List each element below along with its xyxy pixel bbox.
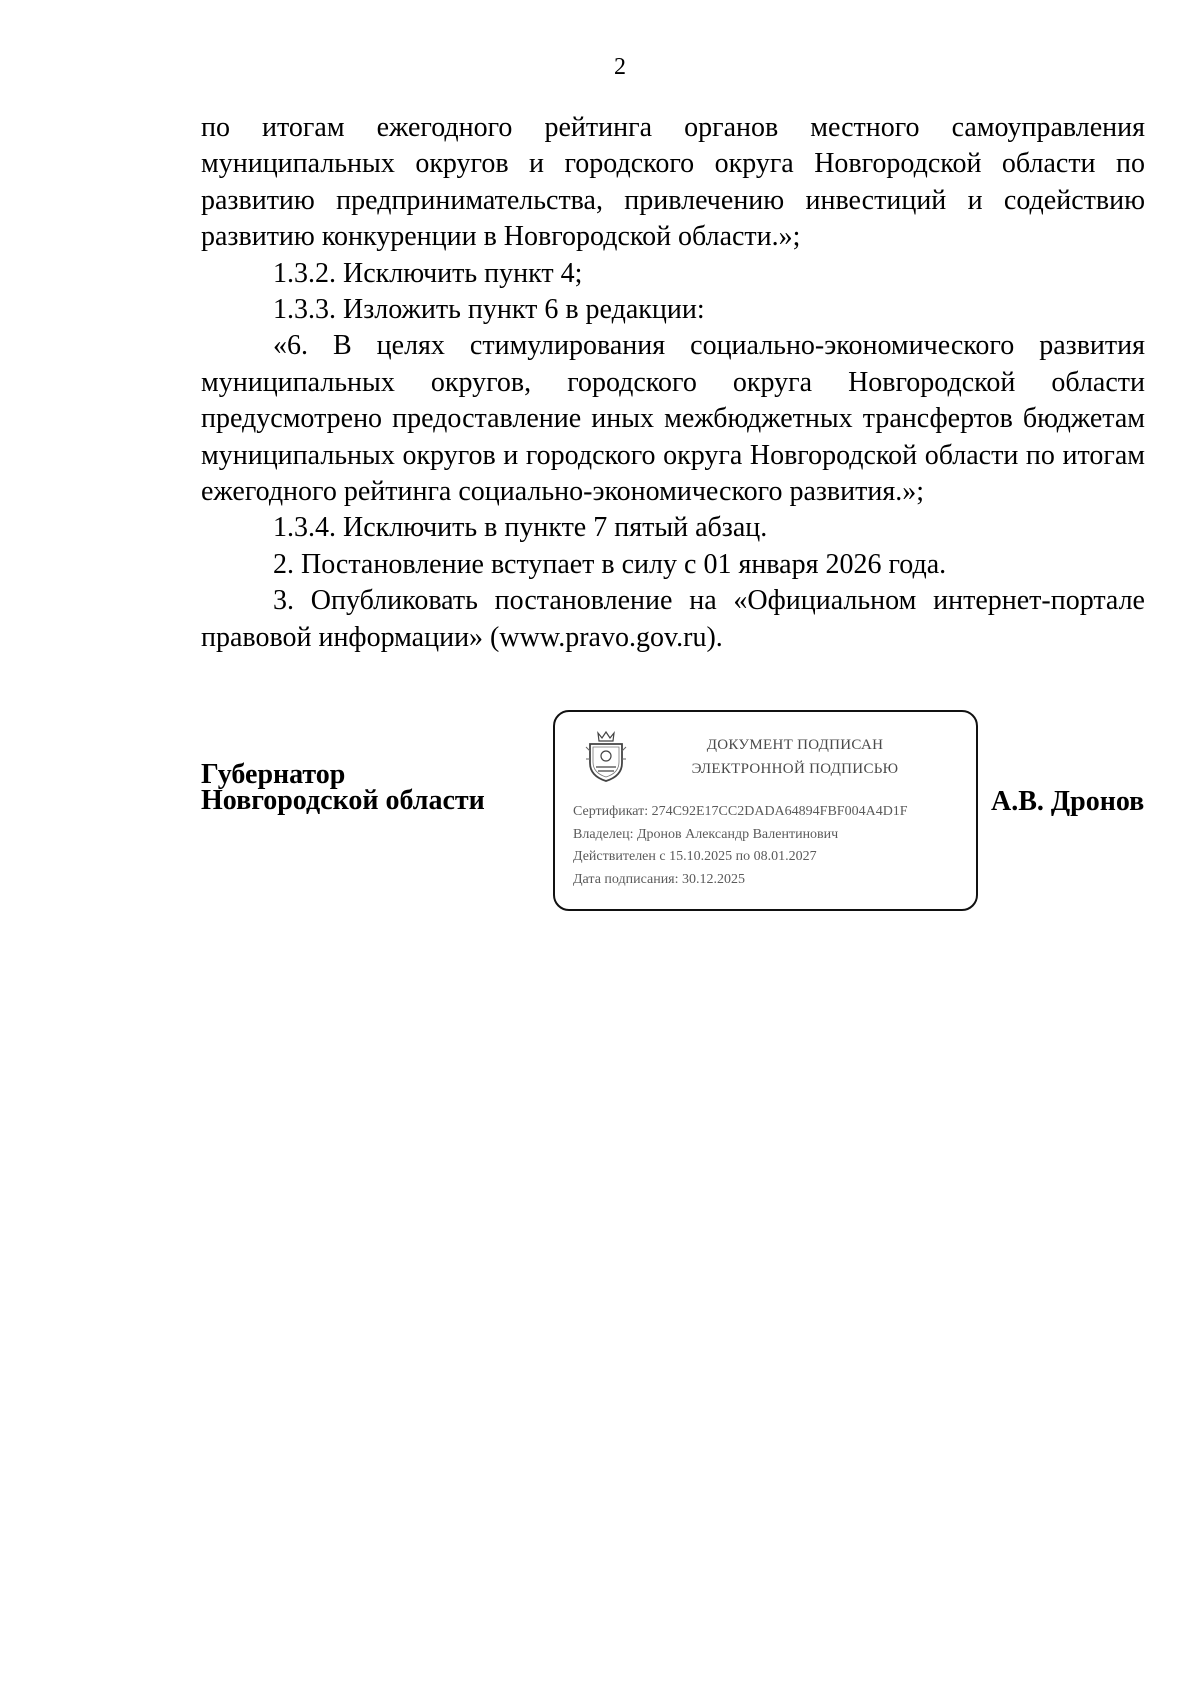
stamp-certificate: Сертификат: 274C92E17CC2DADA64894FBF004A4D1F (573, 804, 908, 819)
stamp-signed-date: Дата подписания: 30.12.2025 (573, 871, 746, 887)
coat-of-arms-icon (584, 729, 628, 783)
paragraph-item-2: 2. Постановление вступает в силу с 01 января 2026 года. (273, 548, 947, 580)
stamp-validity: Действителен с 15.10.2025 по 08.01.2027 (573, 849, 817, 864)
stamp-heading-line2: ЭЛЕКТРОННОЙ ПОДПИСЬЮ (691, 761, 899, 777)
electronic-signature-stamp (553, 710, 978, 911)
paragraph-item-1-3-2: 1.3.2. Исключить пункт 4; (273, 257, 583, 289)
signer-title-line1: Губернатор (201, 759, 346, 790)
paragraph-item-1-3-3: 1.3.3. Изложить пункт 6 в редакции: (273, 294, 705, 326)
stamp-heading-line1: ДОКУМЕНТ ПОДПИСАН (706, 737, 884, 753)
paragraph-point-6-text: «6. В целях стимулирования социально-экономического развития муниципальных округов, городского округа Новгородской области предусмотрено предоставление иных межбюджетных трансфертов бюджетам муниципальных округов и городского округа Новгородской области по итогам ежегодного рейтинга социально-экономического развития.»; (201, 330, 1145, 508)
paragraph-item-3: 3. Опубликовать постановление на «Официальном интернет-портале правовой информации» (www.pravo.gov.ru). (201, 585, 1145, 653)
paragraph-continuation: по итогам ежегодного рейтинга органов местного самоуправления муниципальных округов и городского округа Новгородской области по развитию предпринимательства, привлечению инвестиций и содействию развитию конкуренции в Новгородской области.»; (201, 112, 1145, 253)
stamp-owner: Владелец: Дронов Александр Валентинович (573, 826, 839, 842)
stamp-heading (675, 733, 915, 781)
page-number: 2 (614, 54, 626, 80)
document-body (201, 110, 1145, 656)
signer-title (201, 759, 485, 816)
signer-name: А.В. Дронов (991, 786, 1145, 817)
signer-title-line2: Новгородской области (201, 785, 485, 816)
paragraph-item-1-3-4: 1.3.4. Исключить в пункте 7 пятый абзац. (273, 512, 768, 544)
stamp-details (573, 801, 973, 891)
